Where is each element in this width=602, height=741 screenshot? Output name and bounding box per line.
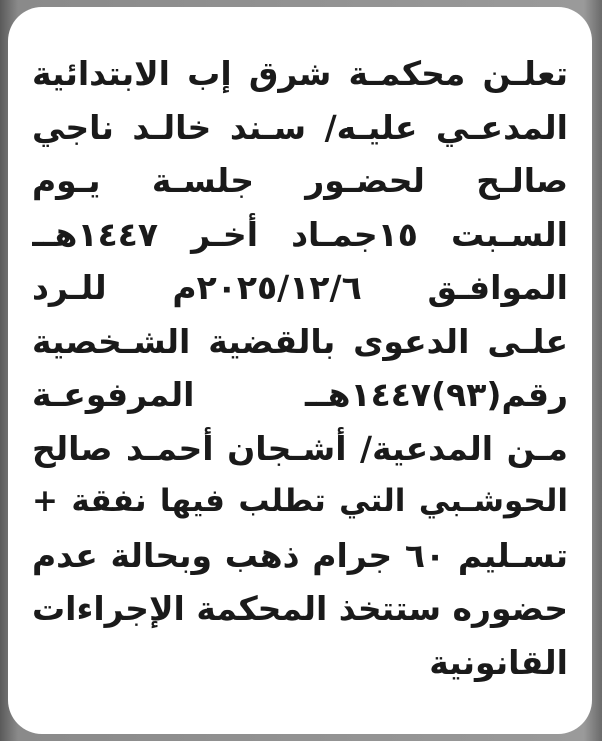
notice-line-12: القانونية xyxy=(429,642,568,682)
notice-line-9: الحوشـبي التي تطلب فيها نفقة + xyxy=(32,483,568,519)
notice-line-6: علـى الدعوى بالقضية الشـخصية xyxy=(32,321,568,361)
notice-line-1: تعلـن محكمـة شرق إب الابتدائية xyxy=(32,54,568,93)
notice-line-5: الموافـق ٢٠٢٥/١٢/٦م للـرد xyxy=(32,268,568,307)
notice-line-2: المدعـي عليـه/ سـند خالـد ناجي xyxy=(32,107,568,147)
notice-line-7: رقم(٩٣)١٤٤٧هــ المرفوعـة xyxy=(32,375,568,414)
notice-line-4: السـبت ١٥جمـاد أخـر ١٤٤٧هــ xyxy=(32,214,568,254)
notice-line-11: حضوره ستتخذ المحكمة الإجراءات xyxy=(32,589,568,628)
notice-line-10: تسـليم ٦٠ جرام ذهب وبحالة عدم xyxy=(32,535,568,575)
notice-line-8: مـن المدعية/ أشـجان أحمـد صالح xyxy=(32,428,568,468)
announcement-card xyxy=(8,7,592,734)
court-notice-text xyxy=(32,47,568,689)
notice-line-3: صالـح لحضـور جلسـة يـوم xyxy=(32,161,568,200)
